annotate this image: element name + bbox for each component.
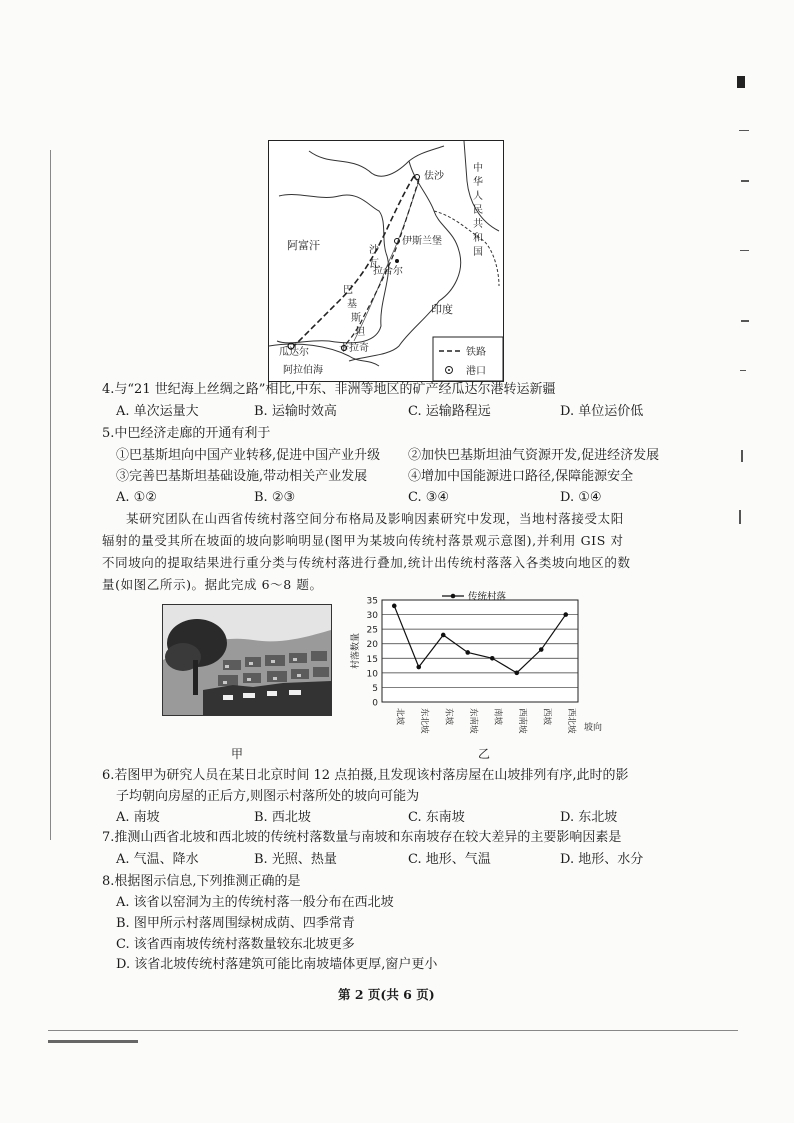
chart-data-point <box>441 633 446 638</box>
q5-option-b[interactable]: B. ②③ <box>254 490 296 505</box>
chart-data-point <box>465 650 470 655</box>
map-label-gwadar: 瓜达尔 <box>279 347 309 358</box>
q7-stem: 7.推测山西省北坡和西北坡的传统村落数量与南坡和东南坡存在较大差异的主要影响因素是 <box>102 830 622 845</box>
q6-option-c[interactable]: C. 东南坡 <box>408 810 465 825</box>
chart-data-point <box>416 665 421 670</box>
map-label-lahore: 拉合尔 <box>373 266 403 277</box>
chart-y-tick: 15 <box>366 654 378 665</box>
chart-x-tick: 西南坡 <box>516 708 527 734</box>
svg-text:和: 和 <box>473 233 483 244</box>
q7-option-b[interactable]: B. 光照、热量 <box>254 852 337 867</box>
svg-text:华: 华 <box>473 177 483 188</box>
q4-option-c[interactable]: C. 运输路程远 <box>408 404 491 419</box>
chart-x-tick: 东坡 <box>443 708 454 726</box>
map-label-islamabad: 伊斯兰堡 <box>402 236 442 247</box>
page-number: 第 2 页(共 6 页) <box>338 987 435 1002</box>
chart-data-point <box>514 671 519 676</box>
q7-option-c[interactable]: C. 地形、气温 <box>408 852 491 867</box>
q8-option-d[interactable]: D. 该省北坡传统村落建筑可能比南坡墙体更厚,窗户更小 <box>116 957 438 972</box>
map-svg <box>269 141 503 381</box>
svg-text:共: 共 <box>473 219 483 230</box>
chart-data-point <box>539 647 544 652</box>
q4-option-b[interactable]: B. 运输时效高 <box>254 404 337 419</box>
chart-x-tick: 东北坡 <box>418 708 429 734</box>
chart-y-tick: 30 <box>366 611 378 622</box>
q6-option-b[interactable]: B. 西北坡 <box>254 810 311 825</box>
svg-text:人: 人 <box>473 191 483 202</box>
q5-item-1: ①巴基斯坦向中国产业转移,促进中国产业升级 <box>116 448 381 463</box>
chart-y-tick: 0 <box>372 698 378 709</box>
chart-y-tick: 10 <box>366 669 378 680</box>
figure-label-jia: 甲 <box>231 747 244 761</box>
q5-option-d[interactable]: D. ①④ <box>560 490 602 505</box>
q5-item-4: ④增加中国能源进口路径,保障能源安全 <box>408 469 634 484</box>
chart-data-point <box>490 656 495 661</box>
chart-y-tick: 25 <box>366 625 378 636</box>
q6-stem-line-2: 子均朝向房屋的正后方,则图示村落所处的坡向可能为 <box>116 789 420 804</box>
q5-stem: 5.中巴经济走廊的开通有利于 <box>102 426 271 441</box>
passage-line-2: 辐射的量受其所在坡面的坡向影响明显(图甲为某坡向传统村落景观示意图),并利用 GIS 对 <box>102 533 624 548</box>
map-label-kashgar: 佉沙 <box>424 171 444 182</box>
cpec-map <box>268 140 504 382</box>
passage-line-3: 不同坡向的提取结果进行重分类与传统村落进行叠加,统计出传统村落落入各类坡向地区的数 <box>102 555 631 570</box>
legend-port: 港口 <box>466 366 486 377</box>
chart-x-tick: 东南坡 <box>467 708 478 734</box>
chart-x-tick: 北坡 <box>394 708 405 726</box>
chart-y-tick: 35 <box>366 596 378 607</box>
right-margin-marks <box>735 70 755 530</box>
q7-option-a[interactable]: A. 气温、降水 <box>116 852 199 867</box>
q8-stem: 8.根据图示信息,下列推测正确的是 <box>102 874 301 889</box>
map-label-karachi: 卡拉奇 <box>339 343 369 354</box>
q6-option-a[interactable]: A. 南坡 <box>116 810 160 825</box>
map-label-india: 印度 <box>431 303 453 316</box>
village-photo <box>162 604 332 716</box>
village-slope-chart <box>340 588 620 758</box>
q4-option-d[interactable]: D. 单位运价低 <box>560 404 644 419</box>
map-label-china <box>473 161 483 258</box>
chart-y-tick: 20 <box>366 640 378 651</box>
q4-option-a[interactable]: A. 单次运量大 <box>116 404 199 419</box>
passage-line-4: 量(如图乙所示)。据此完成 6～8 题。 <box>102 577 323 592</box>
q5-option-c[interactable]: C. ③④ <box>408 490 450 505</box>
chart-y-label: 村落数量 <box>351 632 361 670</box>
q6-option-d[interactable]: D. 东北坡 <box>560 810 618 825</box>
q5-option-a[interactable]: A. ①② <box>116 490 157 505</box>
map-label-afghanistan: 阿富汗 <box>287 239 320 252</box>
left-margin-line <box>50 150 51 840</box>
q6-stem-line-1: 6.若图甲为研究人员在某日北京时间 12 点拍摄,且发现该村落房屋在山坡排列有序,此时的影 <box>102 768 629 783</box>
q7-option-d[interactable]: D. 地形、水分 <box>560 852 644 867</box>
footer-divider <box>48 1030 738 1031</box>
svg-text:巴: 巴 <box>343 285 353 296</box>
svg-text:坦: 坦 <box>355 327 365 338</box>
chart-x-tick: 西北坡 <box>565 708 576 734</box>
chart-legend-label: 传统村落 <box>468 591 507 603</box>
svg-text:中: 中 <box>473 163 483 174</box>
passage-line-1: 某研究团队在山西省传统村落空间分布格局及影响因素研究中发现，当地村落接受太阳 <box>126 511 624 526</box>
chart-data-point <box>392 604 397 609</box>
svg-text:国: 国 <box>473 247 483 258</box>
q5-item-3: ③完善巴基斯坦基础设施,带动相关产业发展 <box>116 469 368 484</box>
q8-option-a[interactable]: A. 该省以窑洞为主的传统村落一般分布在西北坡 <box>116 895 394 910</box>
footer-scan-mark <box>48 1040 138 1043</box>
q8-option-c[interactable]: C. 该省西南坡传统村落数量较东北坡更多 <box>116 937 355 952</box>
chart-data-point <box>563 612 568 617</box>
q4-stem: 4.与“21 世纪海上丝绸之路”相比,中东、非洲等地区的矿产经瓜达尔港转运新疆 <box>102 382 556 397</box>
map-label-arabian-sea: 阿拉伯海 <box>283 365 323 376</box>
svg-text:基: 基 <box>347 299 357 310</box>
map-label-pakistan <box>343 284 365 338</box>
chart-x-tick: 南坡 <box>492 708 503 726</box>
chart-plot-area <box>382 600 578 702</box>
chart-x-label: 坡向 <box>584 723 603 733</box>
svg-text:民: 民 <box>473 205 483 216</box>
q5-item-2: ②加快巴基斯坦油气资源开发,促进经济发展 <box>408 448 660 463</box>
q8-option-b[interactable]: B. 图甲所示村落周围绿树成荫、四季常青 <box>116 916 355 931</box>
map-label-wa: 瓦 <box>369 259 379 270</box>
svg-text:斯: 斯 <box>351 313 361 324</box>
figure-label-yi: 乙 <box>478 747 491 761</box>
chart-y-tick: 5 <box>372 683 378 694</box>
legend-railway: 铁路 <box>466 347 486 358</box>
chart-legend-marker <box>451 594 456 599</box>
chart-x-tick: 西坡 <box>541 708 552 726</box>
map-label-sha: 沙 <box>369 245 379 256</box>
